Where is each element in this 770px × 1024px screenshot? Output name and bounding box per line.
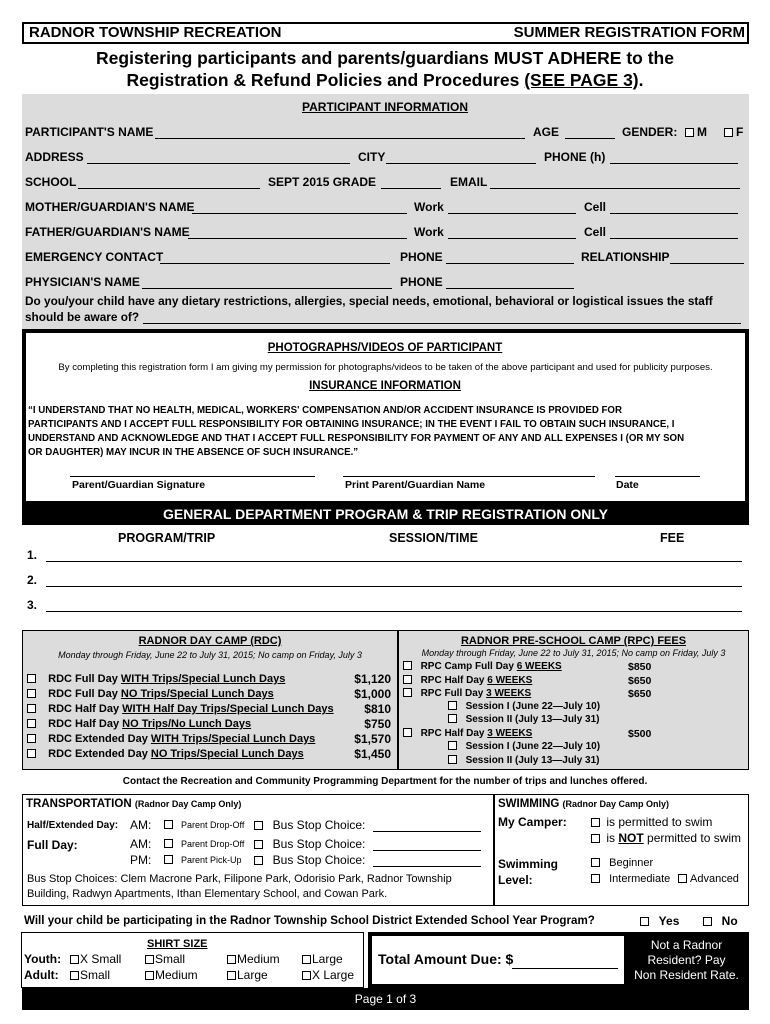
gender-m-checkbox[interactable] bbox=[685, 128, 694, 137]
shirt-youth-label: Medium bbox=[237, 952, 280, 966]
rpc-full-3wk-price: $650 bbox=[628, 688, 652, 700]
rpc-half-6wk-checkbox[interactable] bbox=[403, 675, 412, 684]
phone-h-field[interactable] bbox=[610, 163, 738, 164]
rdc-option-price: $1,000 bbox=[354, 687, 391, 701]
full-pm-bus-checkbox[interactable] bbox=[254, 856, 263, 865]
phone-h-label: PHONE (h) bbox=[544, 150, 606, 164]
shirt-youth-checkbox[interactable] bbox=[70, 955, 79, 964]
rpc-full-session-1[interactable]: Session I (June 22—July 10) bbox=[448, 701, 600, 712]
half-am-dropoff-checkbox[interactable] bbox=[164, 820, 173, 829]
email-label: EMAIL bbox=[450, 175, 488, 189]
full-am-bus-field[interactable] bbox=[373, 850, 481, 851]
father-cell-label: Cell bbox=[584, 225, 607, 239]
signature-label: Parent/Guardian Signature bbox=[72, 479, 206, 491]
age-field[interactable] bbox=[565, 138, 615, 139]
photos-text: By completing this registration form I am giving my permission for photographs/videos to be taken of the above participant and used for publicity purposes. bbox=[58, 362, 713, 373]
half-am-dropoff[interactable]: Parent Drop-Off bbox=[164, 820, 244, 830]
rdc-option-label: RDC Extended Day bbox=[48, 748, 151, 760]
shirt-adult-checkbox[interactable] bbox=[145, 971, 154, 980]
city-label: CITY bbox=[358, 150, 386, 164]
physician-label: PHYSICIAN'S NAME bbox=[25, 275, 140, 289]
rpc-half-6wk[interactable]: RPC Half Day 6 WEEKS bbox=[403, 675, 532, 686]
participant-name-field[interactable] bbox=[155, 138, 525, 139]
shirt-youth-checkbox[interactable] bbox=[302, 955, 311, 964]
rpc-half-session-2-checkbox[interactable] bbox=[448, 755, 457, 764]
not-permitted-option[interactable]: is NOT permitted to swim bbox=[591, 831, 741, 845]
intermediate-option[interactable]: Intermediate bbox=[591, 873, 670, 885]
rpc-full-6wk-price: $850 bbox=[628, 661, 652, 673]
esy-yes-option[interactable]: Yes bbox=[640, 914, 679, 928]
rdc-option-checkbox[interactable] bbox=[27, 749, 36, 758]
rdc-option-label: RDC Extended Day bbox=[48, 733, 151, 745]
rdc-option-checkbox[interactable] bbox=[27, 719, 36, 728]
shirt-adult-checkbox[interactable] bbox=[302, 971, 311, 980]
org-name: RADNOR TOWNSHIP RECREATION bbox=[29, 24, 282, 41]
rpc-half-session-1[interactable]: Session I (June 22—July 10) bbox=[448, 741, 600, 752]
gender-f-checkbox[interactable] bbox=[724, 128, 733, 137]
rdc-option-checkbox[interactable] bbox=[27, 734, 36, 743]
rdc-option[interactable] bbox=[27, 718, 251, 730]
shirt-title: SHIRT SIZE bbox=[147, 938, 208, 950]
rdc-option-detail: WITH Half Day Trips/Special Lunch Days bbox=[122, 703, 334, 715]
total-label: Total Amount Due: $ bbox=[378, 951, 514, 967]
rdc-option[interactable] bbox=[27, 748, 304, 760]
full-am-bus[interactable]: Bus Stop Choice: bbox=[254, 837, 365, 851]
program-row-2-number: 2. bbox=[27, 573, 38, 587]
shirt-youth-checkbox[interactable] bbox=[227, 955, 236, 964]
age-label: AGE bbox=[533, 125, 560, 139]
advanced-option[interactable]: Advanced bbox=[678, 873, 739, 885]
date-field[interactable] bbox=[615, 476, 700, 477]
rdc-subtitle: Monday through Friday, June 22 to July 31, 2015; No camp on Friday, July 3 bbox=[58, 650, 362, 660]
participant-name-label: PARTICIPANT'S NAME bbox=[25, 125, 154, 139]
emergency-label: EMERGENCY CONTACT bbox=[25, 250, 164, 264]
full-am-bus-checkbox[interactable] bbox=[254, 840, 263, 849]
esy-yes-checkbox[interactable] bbox=[640, 917, 649, 926]
rdc-option-label: RDC Full Day bbox=[48, 688, 121, 700]
address-field[interactable] bbox=[87, 163, 350, 164]
emergency-phone-label: PHONE bbox=[400, 250, 443, 264]
rpc-half-session-1-checkbox[interactable] bbox=[448, 741, 457, 750]
mother-work-field[interactable] bbox=[448, 213, 576, 214]
notice-line-1: Registering participants and parents/guardians MUST ADHERE to the bbox=[96, 48, 674, 68]
full-day-label: Full Day: bbox=[27, 838, 78, 852]
shirt-adult-option[interactable] bbox=[70, 968, 110, 982]
print-name-field[interactable] bbox=[343, 476, 595, 477]
shirt-youth-option[interactable] bbox=[145, 952, 185, 966]
non-resident-line-2: Resident? Pay bbox=[624, 953, 749, 967]
rpc-half-6wk-price: $650 bbox=[628, 675, 652, 687]
shirt-adult-option[interactable] bbox=[227, 968, 268, 982]
program-row-2-field[interactable] bbox=[46, 586, 742, 587]
rdc-option[interactable] bbox=[27, 673, 285, 685]
emergency-phone-field[interactable] bbox=[446, 263, 574, 264]
email-field[interactable] bbox=[490, 188, 740, 189]
address-label: ADDRESS bbox=[25, 150, 84, 164]
rdc-option-label: RDC Half Day bbox=[48, 703, 123, 715]
rdc-option-detail: WITH Trips/Special Lunch Days bbox=[150, 733, 316, 745]
bus-choices-2: Building, Radwyn Apartments, Ithan Elementary School, and Cowan Park. bbox=[27, 888, 388, 900]
shirt-youth-checkbox[interactable] bbox=[145, 955, 154, 964]
rpc-half-3wk-checkbox[interactable] bbox=[403, 728, 412, 737]
mother-field[interactable] bbox=[192, 213, 407, 214]
rpc-half-3wk-price: $500 bbox=[628, 728, 652, 740]
rpc-full-3wk-checkbox[interactable] bbox=[403, 688, 412, 697]
general-banner: GENERAL DEPARTMENT PROGRAM & TRIP REGISTRATION ONLY bbox=[22, 504, 749, 525]
full-pm-bus[interactable]: Bus Stop Choice: bbox=[254, 853, 365, 867]
rdc-option[interactable] bbox=[27, 688, 274, 700]
father-label: FATHER/GUARDIAN'S NAME bbox=[25, 225, 190, 239]
swimming-title: SWIMMING (Radnor Day Camp Only) bbox=[498, 798, 670, 810]
rpc-full-6wk[interactable]: RPC Camp Full Day 6 WEEKS bbox=[403, 661, 562, 672]
rpc-full-session-2-checkbox[interactable] bbox=[448, 714, 457, 723]
shirt-youth-option[interactable] bbox=[227, 952, 280, 966]
gender-label: GENDER: bbox=[622, 125, 678, 139]
shirt-adult-checkbox[interactable] bbox=[227, 971, 236, 980]
swim-level-label-2: Level: bbox=[498, 873, 533, 887]
total-field[interactable] bbox=[512, 968, 618, 969]
form-title: SUMMER REGISTRATION FORM bbox=[513, 24, 745, 41]
rdc-option-price: $750 bbox=[364, 717, 391, 731]
gender-f-option[interactable]: F bbox=[724, 125, 743, 139]
esy-no-option[interactable]: No bbox=[703, 914, 738, 928]
rpc-full-session-2[interactable]: Session II (July 13—July 31) bbox=[448, 714, 600, 725]
father-work-field[interactable] bbox=[448, 238, 576, 239]
notice-text: Registration & Refund Policies and Procedures bbox=[126, 70, 525, 90]
shirt-adult-option[interactable] bbox=[145, 968, 198, 982]
physician-phone-label: PHONE bbox=[400, 275, 443, 289]
rdc-option-label: RDC Half Day bbox=[48, 718, 123, 730]
signature-field[interactable] bbox=[70, 476, 315, 477]
program-row-3-field[interactable] bbox=[46, 611, 742, 612]
mother-label: MOTHER/GUARDIAN'S NAME bbox=[25, 200, 195, 214]
school-label: SCHOOL bbox=[25, 175, 77, 189]
page-footer: Page 1 of 3 bbox=[22, 988, 749, 1010]
half-am-bus-field[interactable] bbox=[373, 831, 481, 832]
insurance-text-4: OR DAUGHTER) MAY INCUR IN THE ABSENCE OF SUCH INSURANCE.” bbox=[28, 447, 359, 458]
date-label: Date bbox=[616, 479, 639, 491]
dietary-field[interactable] bbox=[143, 323, 741, 324]
full-am-dropoff-checkbox[interactable] bbox=[164, 839, 173, 848]
father-work-label: Work bbox=[414, 225, 444, 239]
shirt-adult-label: Medium bbox=[155, 968, 198, 982]
physician-field[interactable] bbox=[142, 288, 392, 289]
permitted-checkbox[interactable] bbox=[591, 818, 600, 827]
not-permitted-checkbox[interactable] bbox=[591, 834, 600, 843]
shirt-adult-label: Large bbox=[237, 968, 268, 982]
father-cell-field[interactable] bbox=[610, 238, 738, 239]
swimming-box bbox=[494, 794, 749, 906]
mother-work-label: Work bbox=[414, 200, 444, 214]
rdc-option-detail: NO Trips/Special Lunch Days bbox=[150, 748, 304, 760]
swim-level-label-1: Swimming bbox=[498, 857, 559, 871]
grade-field[interactable] bbox=[381, 188, 441, 189]
print-name-label: Print Parent/Guardian Name bbox=[345, 479, 486, 491]
rdc-option-price: $810 bbox=[364, 702, 391, 716]
insurance-title: INSURANCE INFORMATION bbox=[309, 380, 461, 392]
half-am-label: AM: bbox=[130, 818, 152, 832]
see-page-3-link[interactable]: (SEE PAGE 3) bbox=[524, 70, 639, 90]
full-am-label: AM: bbox=[130, 837, 152, 851]
rdc-option-price: $1,450 bbox=[354, 747, 391, 761]
emergency-field[interactable] bbox=[160, 263, 390, 264]
rpc-full-3wk[interactable]: RPC Full Day 3 WEEKS bbox=[403, 688, 531, 699]
session-column-header: SESSION/TIME bbox=[389, 531, 478, 545]
dietary-question-1: Do you/your child have any dietary restrictions, allergies, special needs, emotional, behavioral or logistical issues the staff bbox=[25, 294, 713, 308]
bus-choices-1: Bus Stop Choices: Clem Macrone Park, Filipone Park, Odorisio Park, Radnor Township bbox=[27, 873, 452, 885]
beginner-option[interactable]: Beginner bbox=[591, 857, 653, 869]
mother-cell-field[interactable] bbox=[610, 213, 738, 214]
program-row-3-number: 3. bbox=[27, 598, 38, 612]
non-resident-line-3: Non Resident Rate. bbox=[624, 968, 749, 982]
gender-m-option[interactable]: M bbox=[685, 125, 707, 139]
rpc-subtitle: Monday through Friday, June 22 to July 31, 2015; No camp on Friday, July 3 bbox=[421, 648, 726, 658]
rpc-full-session-1-checkbox[interactable] bbox=[448, 701, 457, 710]
fee-column-header: FEE bbox=[660, 531, 685, 545]
advanced-checkbox[interactable] bbox=[678, 874, 687, 883]
father-field[interactable] bbox=[188, 238, 407, 239]
rdc-option-checkbox[interactable] bbox=[27, 704, 36, 713]
full-pm-label: PM: bbox=[130, 853, 152, 867]
participant-section-title: PARTICIPANT INFORMATION bbox=[302, 100, 468, 114]
full-pm-pickup-checkbox[interactable] bbox=[164, 855, 173, 864]
mother-cell-label: Cell bbox=[584, 200, 607, 214]
rdc-option[interactable] bbox=[27, 703, 334, 715]
contact-note: Contact the Recreation and Community Programming Department for the number of trips and lunches offered. bbox=[122, 776, 648, 787]
full-am-dropoff[interactable]: Parent Drop-Off bbox=[164, 839, 244, 849]
insurance-text-3: UNDERSTAND AND ACKNOWLEDGE AND THAT I ACCEPT FULL RESPONSIBILITY FOR PAYMENT OF ANY AND ALL EXPENSES I (OR MY SON bbox=[28, 433, 685, 444]
intermediate-checkbox[interactable] bbox=[591, 874, 600, 883]
rdc-option-checkbox[interactable] bbox=[27, 674, 36, 683]
rdc-title: RADNOR DAY CAMP (RDC) bbox=[138, 635, 282, 647]
permitted-option[interactable]: is permitted to swim bbox=[591, 815, 712, 829]
rdc-option-detail: WITH Trips/Special Lunch Days bbox=[120, 673, 286, 685]
half-day-label: Half/Extended Day: bbox=[27, 820, 119, 831]
half-am-bus-checkbox[interactable] bbox=[254, 821, 263, 830]
esy-no-checkbox[interactable] bbox=[703, 917, 712, 926]
rdc-option-detail: NO Trips/No Lunch Days bbox=[122, 718, 252, 730]
full-pm-pickup[interactable]: Parent Pick-Up bbox=[164, 855, 242, 865]
esy-question: Will your child be participating in the Radnor Township School District Extended School Year Program? bbox=[24, 914, 595, 927]
shirt-youth-label: Large bbox=[312, 952, 343, 966]
shirt-adult-label: X Large bbox=[312, 968, 355, 982]
rdc-option[interactable] bbox=[27, 733, 315, 745]
rdc-option-label: RDC Full Day bbox=[48, 673, 121, 685]
full-pm-bus-field[interactable] bbox=[373, 866, 481, 867]
adult-label: Adult: bbox=[24, 968, 59, 982]
youth-label: Youth: bbox=[24, 952, 62, 966]
physician-phone-field[interactable] bbox=[446, 288, 574, 289]
program-row-1-number: 1. bbox=[27, 548, 38, 562]
shirt-adult-label: Small bbox=[80, 968, 111, 982]
beginner-checkbox[interactable] bbox=[591, 858, 600, 867]
grade-label: SEPT 2015 GRADE bbox=[268, 175, 377, 189]
insurance-text-2: PARTICIPANTS AND I ACCEPT FULL RESPONSIBILITY FOR OBTAINING INSURANCE; IN THE EVENT I FAIL TO OBTAIN SUCH INSURANCE, I bbox=[28, 419, 675, 430]
program-column-header: PROGRAM/TRIP bbox=[118, 531, 216, 545]
shirt-youth-label: Small bbox=[155, 952, 186, 966]
shirt-youth-option[interactable] bbox=[302, 952, 343, 966]
school-field[interactable] bbox=[78, 188, 260, 189]
rpc-half-3wk[interactable]: RPC Half Day 3 WEEKS bbox=[403, 728, 532, 739]
photos-title: PHOTOGRAPHS/VIDEOS OF PARTICIPANT bbox=[267, 342, 503, 354]
my-camper-label: My Camper: bbox=[498, 815, 567, 829]
rpc-title: RADNOR PRE-SCHOOL CAMP (RPC) FEES bbox=[460, 635, 687, 647]
non-resident-line-1: Not a Radnor bbox=[624, 938, 749, 952]
dietary-question-2: should be aware of? bbox=[25, 310, 140, 324]
relationship-field[interactable] bbox=[670, 263, 744, 264]
half-am-bus[interactable]: Bus Stop Choice: bbox=[254, 818, 365, 832]
shirt-youth-option[interactable] bbox=[70, 952, 121, 966]
rdc-option-detail: NO Trips/Special Lunch Days bbox=[120, 688, 274, 700]
transportation-title: TRANSPORTATION (Radnor Day Camp Only) bbox=[26, 798, 242, 810]
notice-suffix: . bbox=[638, 70, 644, 90]
relationship-label: RELATIONSHIP bbox=[581, 250, 670, 264]
insurance-text-1: “I UNDERSTAND THAT NO HEALTH, MEDICAL, WORKERS' COMPENSATION AND/OR ACCIDENT INSURANCE IS PROVIDED FOR bbox=[28, 405, 622, 416]
rdc-option-price: $1,120 bbox=[354, 672, 391, 686]
notice-line-2 bbox=[0, 70, 770, 91]
rdc-option-checkbox[interactable] bbox=[27, 689, 36, 698]
program-row-1-field[interactable] bbox=[46, 561, 742, 562]
shirt-youth-label: X Small bbox=[80, 952, 122, 966]
rpc-full-6wk-checkbox[interactable] bbox=[403, 661, 412, 670]
city-field[interactable] bbox=[386, 163, 536, 164]
rpc-half-session-2[interactable]: Session II (July 13—July 31) bbox=[448, 755, 600, 766]
rdc-option-price: $1,570 bbox=[354, 732, 391, 746]
shirt-adult-option[interactable] bbox=[302, 968, 354, 982]
shirt-adult-checkbox[interactable] bbox=[70, 971, 79, 980]
